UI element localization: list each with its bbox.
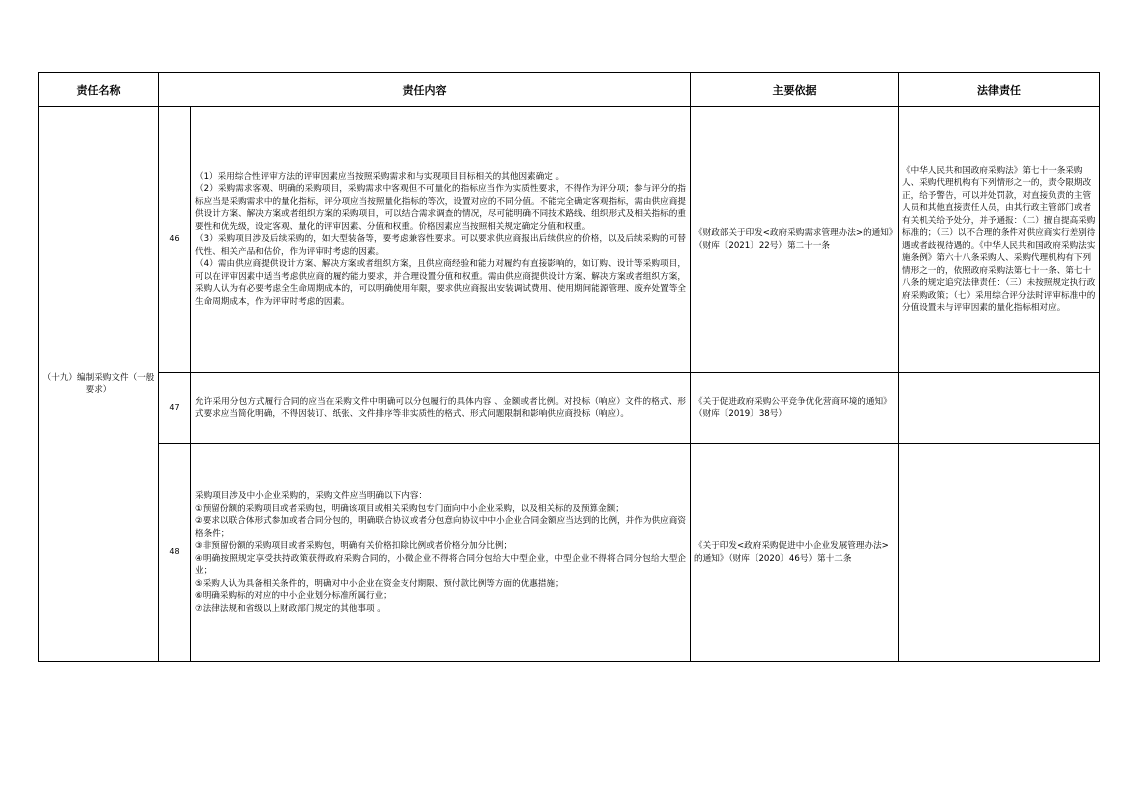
row-basis: 《财政部关于印发<政府采购需求管理办法>的通知》（财库〔2021〕22号）第二十一条 — [691, 107, 899, 373]
content-line: ④明确按照规定享受扶持政策获得政府采购合同的，小微企业不得将合同分包给大中型企业，中型企业不得将合同分包给大型企业； — [195, 553, 686, 576]
header-liability: 法律责任 — [899, 73, 1100, 107]
header-basis: 主要依据 — [691, 73, 899, 107]
row-content — [191, 107, 691, 373]
row-basis: 《关于促进政府采购公平竞争优化营商环境的通知》（财库〔2019〕38号） — [691, 373, 899, 444]
content-line: ⑥明确采购标的对应的中小企业划分标准所属行业； — [195, 591, 392, 601]
content-line: ⑦法律法规和省级以上财政部门规定的其他事项 。 — [195, 603, 386, 614]
row-content — [191, 444, 691, 662]
content-line: （3）采购项目涉及后续采购的，如大型装备等，要考虑兼容性要求。可以要求供应商报出后续供应的价格，以及后续采购的可替代性、相关产品和估价，作为评审时考虑的因素。 — [195, 234, 686, 257]
content-line: ①预留份额的采购项目或者采购包，明确该项目或相关采购包专门面向中小企业采购，以及相关标的及预算金额； — [195, 503, 624, 514]
row-liability — [899, 444, 1100, 662]
content-line: ③非预留份额的采购项目或者采购包，明确有关价格扣除比例或者价格分加分比例； — [195, 541, 513, 551]
row-liability: 《中华人民共和国政府采购法》第七十一条采购人、采购代理机构有下列情形之一的，责令限期改正，给予警告，可以并处罚款，对直接负责的主管人员和其他直接责任人员，由其行政主管部门或者有关机关给予处分，并予通报：（二）擅自提高采购标准的；（三）以不合理的条件对供应商实行差别待遇或者歧视待遇的。《中华人民共和国政府采购法实施条例》第六十八条采购人、采购代理机构有下列情形之一的，依照政府采购法第七十一条、第七十八条的规定追究法律责任：（三）未按照规定执行政府采购政策；（七）采用综合评分法时评审标准中的分值设置未与评审因素的量化指标相对应。 — [899, 107, 1100, 373]
content-line: ②要求以联合体形式参加或者合同分包的，明确联合协议或者分包意向协议中中小企业合同金额应当达到的比例，并作为供应商资格条件； — [195, 516, 686, 539]
category-name: （十九）编制采购文件（一般要求） — [39, 107, 159, 662]
row-content — [191, 373, 691, 444]
content-line: （4）需由供应商提供设计方案、解决方案或者组织方案，且供应商经验和能力对履约有直接影响的，如订购、设计等采购项目，可以在评审因素中适当考虑供应商的履约能力要求，并合理设置分值和权重。需由供应商提供设计方案、解决方案或者组织方案，采购人认为有必要考虑全生命周期成本的，可以明确使用年限，要求供应商报出安装调试费用、使用期间能源管理、废弃处置等全生命周期成本，作为评审时考虑的因素。 — [195, 259, 686, 307]
content-line: 允许采用分包方式履行合同的应当在采购文件中明确可以分包履行的具体内容 、金额或者比例。对投标（响应）文件的格式、形式要求应当简化明确，不得因装订、纸张、文件排序等非实质性的格式、形式问题限制和影响供应商投标（响应）。 — [195, 396, 686, 419]
content-line: （2）采购需求客观、明确的采购项目，采购需求中客观但不可量化的指标应当作为实质性要求，不得作为评分项；参与评分的指标应当是采购需求中的量化指标，评分项应当按照量化指标的等次，设置对应的不同分值。不能完全确定客观指标，需由供应商提供设计方案、解决方案或者组织方案的采购项目，可以结合需求调查的情况，尽可能明确不同技术路线、组织形式及相关指标的重要性和优先级，设定客观、量化的评审因素、分值和权重。价格因素应当按照相关规定确定分值和权重。 — [195, 184, 686, 232]
row-number: 46 — [159, 107, 191, 373]
content-line: 采购项目涉及中小企业采购的，采购文件应当明确以下内容： — [195, 491, 428, 501]
table-row — [39, 107, 1100, 373]
header-row — [39, 73, 1100, 107]
content-line: ⑤采购人认为具备相关条件的，明确对中小企业在资金支付期限、预付款比例等方面的优惠措施； — [195, 578, 564, 589]
header-content: 责任内容 — [159, 73, 691, 107]
row-basis: 《关于印发<政府采购促进中小企业发展管理办法>的通知》（财库〔2020〕46号）第十二条 — [691, 444, 899, 662]
header-name: 责任名称 — [39, 73, 159, 107]
row-liability — [899, 373, 1100, 444]
row-number: 48 — [159, 444, 191, 662]
table-row — [39, 373, 1100, 444]
responsibility-table — [38, 72, 1100, 662]
table-row — [39, 444, 1100, 662]
content-line: （1）采用综合性评审方法的评审因素应当按照采购需求和与实现项目目标相关的其他因素确定 。 — [195, 171, 565, 182]
row-number: 47 — [159, 373, 191, 444]
